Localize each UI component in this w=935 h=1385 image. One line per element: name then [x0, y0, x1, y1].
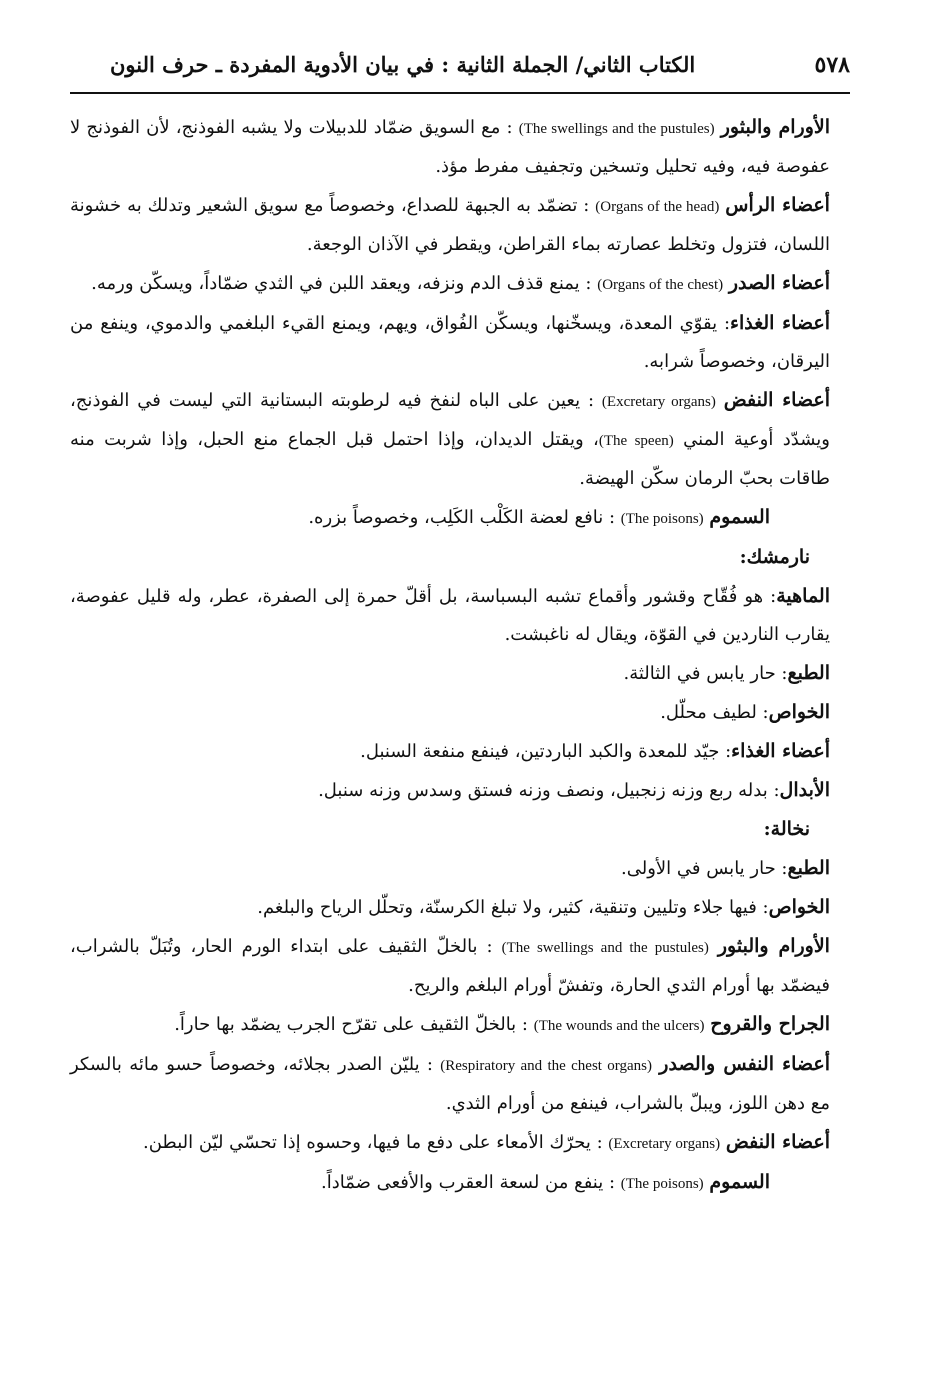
- entry-text: : يعين على الباه لنفخ فيه لرطوبته البستانية التي ليست في الفوذنج، ويشدّد أوعية المني: [70, 390, 830, 450]
- english-gloss: (Excretary organs): [608, 1136, 721, 1152]
- entry-term: أعضاء الرأس: [725, 194, 830, 216]
- entry-paragraph: [70, 304, 850, 381]
- entry-paragraph: [70, 771, 850, 810]
- entry-text: ، ويقتل الديدان، وإذا احتمل قبل الجماع منع الحبل، وإذا شربت منه طاقات بحبّ الرمان سكّن الهيضة.: [70, 429, 830, 489]
- english-gloss: (The swellings and the pustules): [518, 121, 715, 137]
- entry-paragraph: [70, 927, 850, 1005]
- entry-text: : يليّن الصدر بجلائه، وخصوصاً حسو مائه بالسكر مع دهن اللوز، ويبلّ بالشراب، فينفع من أورام الثدي.: [70, 1054, 830, 1114]
- entry-term: الأورام والبثور: [717, 935, 830, 957]
- entry-term: أعضاء النفس والصدر: [659, 1053, 830, 1075]
- entry-paragraph: [70, 888, 850, 927]
- entry-term: أعضاء الصدر: [728, 272, 830, 294]
- entry-paragraph: [70, 1123, 850, 1163]
- drug-headword: [70, 538, 850, 577]
- english-gloss: (The poisons): [620, 1176, 704, 1192]
- entry-text: : جيّد للمعدة والكبد الباردتين، فينفع منفعة السنبل.: [360, 741, 732, 762]
- entry-text: : مع السويق ضمّاد للدبيلات ولا يشبه الفوذنج، لأن الفوذنج لا عفوصة فيه، وفيه تحليل وتسخين وتجفيف مفرط مؤذ.: [70, 117, 830, 177]
- entry-term: الماهية: [776, 585, 830, 607]
- entry-text: : ينفع من لسعة العقرب والأفعى ضمّاداً.: [320, 1172, 616, 1193]
- running-title: الكتاب الثاني/ الجملة الثانية : في بيان الأدوية المفردة ـ حرف النون: [110, 52, 696, 77]
- entry-text: : بالخلّ الثقيف على تقرّح الجرب يضمّد بها حاراً.: [174, 1014, 528, 1035]
- entry-paragraph: [70, 1045, 850, 1123]
- entry-paragraph: [70, 577, 850, 654]
- page-body: [70, 108, 850, 1203]
- drug-headword: [70, 810, 850, 849]
- entry-text: : هو فُقّاح وقشور وأقماع تشبه البسباسة، بل أقلّ حمرة إلى الصفرة، عطر، وله قليل عفوصة، يقارب الناردين في القوّة، ويقال له ناغبشت.: [70, 586, 830, 645]
- entry-text: : تضمّد به الجبهة للصداع، وخصوصاً مع سويق الشعير وتدلك به خشونة اللسان، فتزول وتخلط عصارته بماء القراطن، ويقطر في الآذان الوجعة.: [70, 195, 830, 255]
- english-gloss: (Respiratory and the chest organs): [440, 1058, 652, 1074]
- english-gloss: (Organs of the chest): [597, 277, 724, 293]
- entry-term: الجراح والقروح: [710, 1013, 830, 1035]
- english-gloss: (Organs of the head): [595, 199, 720, 215]
- entry-text: : فيها جلاء وتليين وتنقية، كثير، ولا تبلغ الكرسنّة، وتحلّل الرياح والبلغم.: [257, 897, 769, 918]
- entry-paragraph: [70, 498, 850, 538]
- entry-term: السموم: [709, 1171, 770, 1193]
- entry-text: : يقوّي المعدة، ويسخّنها، ويسكّن الفُواق، ويهم، ويمنع القيء البلغمي والدموي، وينفع من اليرقان، وخصوصاً شرابه.: [70, 313, 830, 372]
- english-gloss: (Excretary organs): [601, 394, 716, 410]
- entry-paragraph: [70, 693, 850, 732]
- entry-paragraph: [70, 654, 850, 693]
- entry-text: : يمنع قذف الدم ونزفه، ويعقد اللبن في الثدي ضمّاداً، ويسكّن ورمه.: [91, 273, 592, 294]
- english-gloss: (The swellings and the pustules): [501, 940, 709, 956]
- page-header: [70, 40, 850, 92]
- english-gloss: (The poisons): [620, 511, 704, 527]
- entry-text: : حار يابس في الثالثة.: [623, 663, 788, 684]
- headword: نارمشك:: [739, 546, 810, 568]
- entry-term: الأورام والبثور: [720, 116, 830, 138]
- english-gloss: (The wounds and the ulcers): [533, 1018, 705, 1034]
- entry-paragraph: [70, 186, 850, 264]
- entry-text: : بدله ربع وزنه زنجبيل، ونصف وزنه فستق وسدس وزنه سنبل.: [318, 780, 780, 801]
- entry-term: الطبع: [787, 857, 830, 879]
- entry-text: : نافع لعضة الكَلْب الكَلِب، وخصوصاً بزره.: [308, 507, 616, 528]
- entry-paragraph: [70, 849, 850, 888]
- entry-term: الطبع: [787, 662, 830, 684]
- header-rule: [70, 92, 850, 94]
- entry-term: أعضاء النفض: [723, 389, 831, 411]
- entry-paragraph: [70, 732, 850, 771]
- entry-text: : بالخلّ الثقيف على ابتداء الورم الحار، وتُبَلّ بالشراب، فيضمّد بها أورام الثدي الحارة، وتفشّ أورام البلغم والريح.: [70, 936, 830, 996]
- entry-term: الخواص: [768, 701, 830, 723]
- entry-paragraph: [70, 381, 850, 498]
- entry-text: : يحرّك الأمعاء على دفع ما فيها، وحسوه إذا تحسّي ليّن البطن.: [143, 1132, 603, 1153]
- entry-term: أعضاء الغذاء: [730, 312, 830, 334]
- english-gloss: (The speen): [598, 433, 674, 449]
- page-number: ٥٧٨: [814, 52, 850, 78]
- entry-term: الأبدال: [779, 779, 830, 801]
- entry-term: الخواص: [768, 896, 830, 918]
- headword: نخالة:: [763, 818, 810, 840]
- entry-paragraph: [70, 1163, 850, 1203]
- entry-text: : حار يابس في الأولى.: [621, 858, 788, 879]
- entry-term: السموم: [709, 506, 770, 528]
- entry-paragraph: [70, 108, 850, 186]
- entry-text: : لطيف محلّل.: [660, 702, 769, 723]
- entry-paragraph: [70, 1005, 850, 1045]
- entry-term: أعضاء الغذاء: [731, 740, 830, 762]
- entry-paragraph: [70, 264, 850, 304]
- entry-term: أعضاء النفض: [725, 1131, 830, 1153]
